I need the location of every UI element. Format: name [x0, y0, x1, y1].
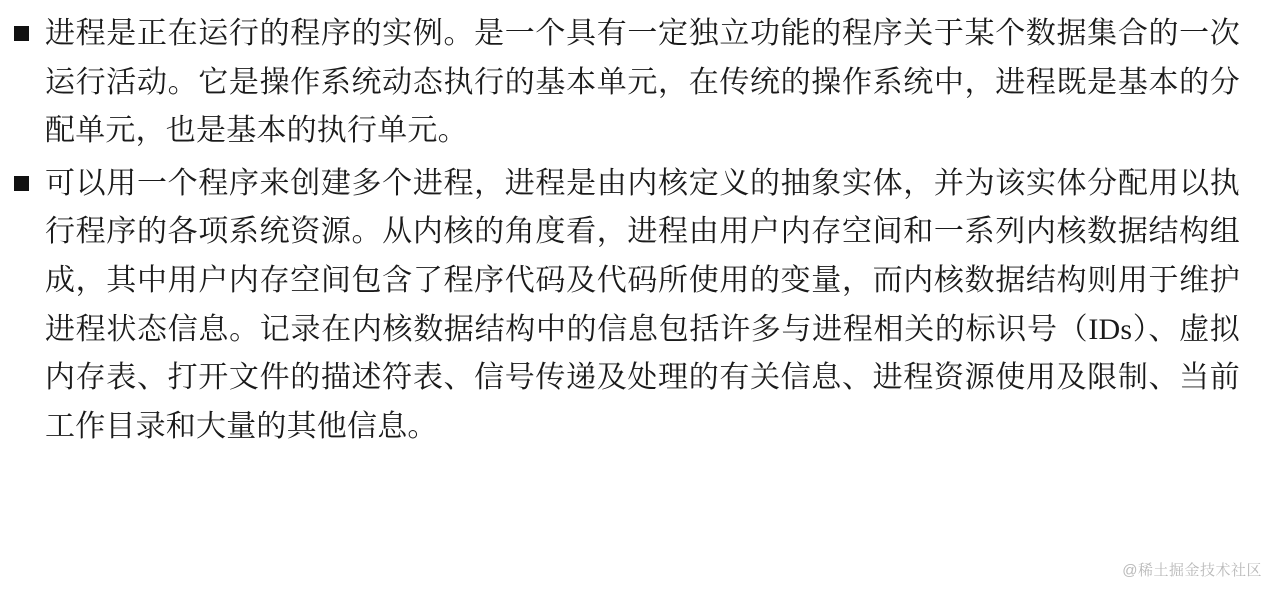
bullet-paragraph: 可以用一个程序来创建多个进程，进程是由内核定义的抽象实体，并为该实体分配用以执行程序的各项系统资源。从内核的角度看，进程由用户内存空间和一系列内核数据结构组成，其中用户内存空间包含了程序代码及代码所使用的变量，而内核数据结构则用于维护进程状态信息。记录在内核数据结构中的信息包括许多与进程相关的标识号（IDs）、虚拟内存表、打开文件的描述符表、信号传递及处理的有关信息、进程资源使用及限制、当前工作目录和大量的其他信息。 [45, 166, 1240, 443]
list-item [14, 160, 1240, 452]
watermark-label: @稀土掘金技术社区 [1122, 562, 1262, 579]
square-bullet-icon [14, 176, 29, 191]
list-item [14, 10, 1240, 156]
bullet-paragraph: 进程是正在运行的程序的实例。是一个具有一定独立功能的程序关于某个数据集合的一次运行活动。它是操作系统动态执行的基本单元，在传统的操作系统中，进程既是基本的分配单元，也是基本的执行单元。 [45, 17, 1240, 148]
bullet-list [14, 10, 1240, 451]
square-bullet-icon [14, 26, 29, 41]
